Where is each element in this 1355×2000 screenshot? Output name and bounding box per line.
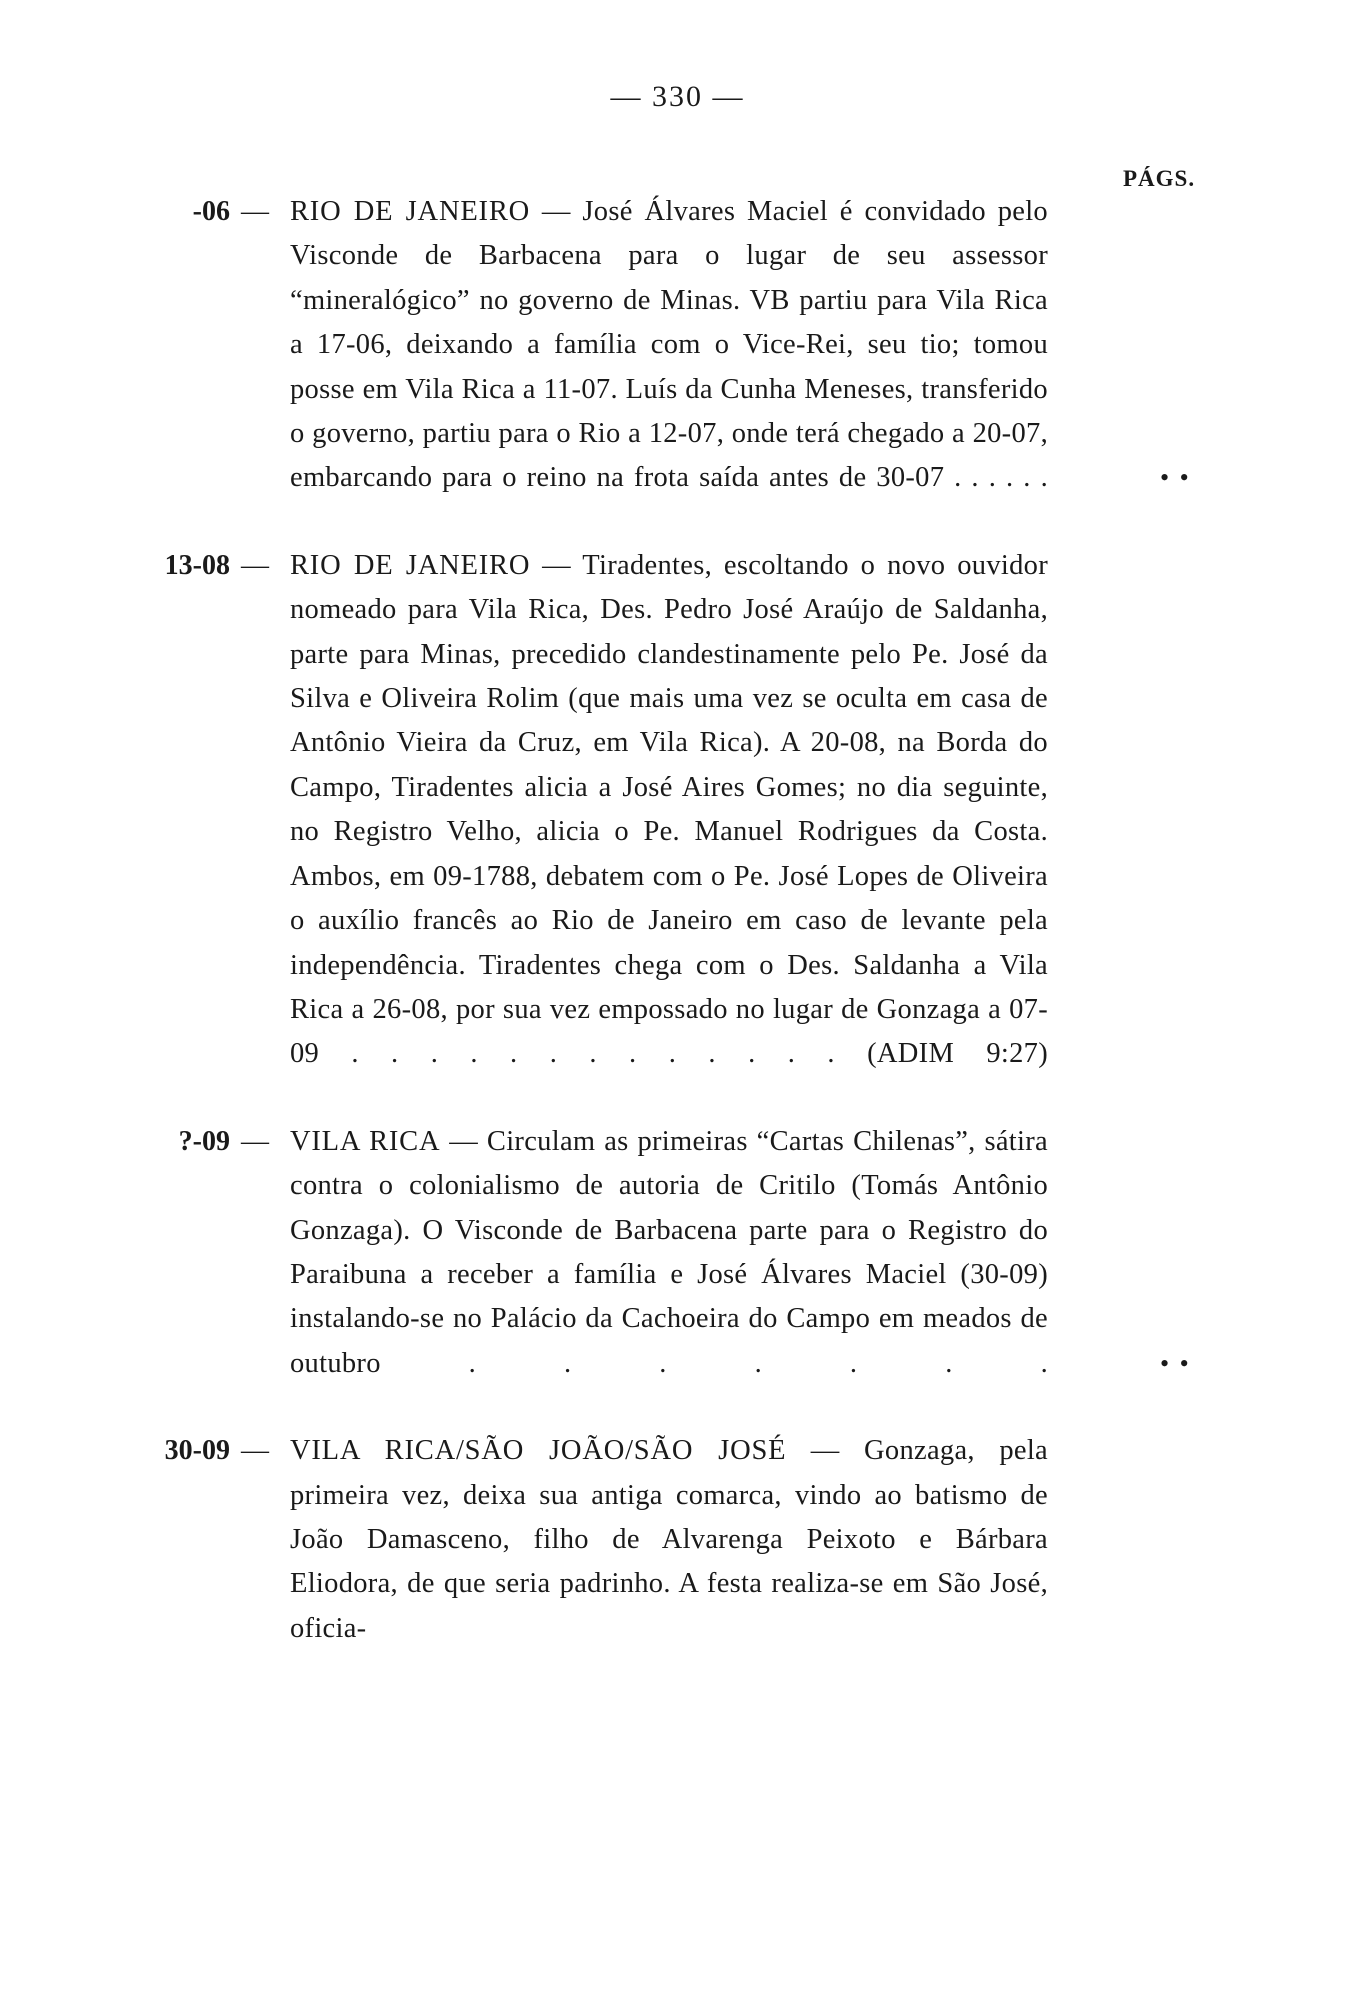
entry-place: RIO DE JANEIRO: [290, 196, 531, 227]
entry-date: 13-08: [164, 549, 230, 581]
chronology-entry: [0, 190, 1355, 501]
entry-body: [290, 1120, 1048, 1386]
entry-body: [290, 544, 1048, 1077]
entry-body: [290, 190, 1048, 501]
entry-text: — Circulam as primeiras “Cartas Chilenas”, sátira contra o colonialismo de autoria de Critilo (Tomás Antônio Gonzaga). O Visconde de Barbacena parte para o Registro do Paraibuna a receber a família e José Álvares Maciel (30-09) instalando-se no Palácio da Cachoeira do Campo em meados de outubro . . . . . . .: [290, 1125, 1048, 1379]
chronology-entries: [0, 190, 1355, 1694]
entry-page-mark: • •: [1160, 463, 1191, 493]
entry-date: 30-09: [164, 1435, 230, 1467]
chronology-entry: [0, 1120, 1355, 1386]
entry-text: — José Álvares Maciel é convidado pelo Visconde de Barbacena para o lugar de seu assessor “mineralógico” no governo de Minas. VB partiu para Vila Rica a 17-06, deixando a família com o Vice-Rei, seu tio; tomou posse em Vila Rica a 11-07. Luís da Cunha Meneses, transferido o governo, partiu para o Rio a 12-07, onde terá chegado a 20-07, embarcando para o reino na frota saída antes de 30-07 . . . . . .: [290, 196, 1048, 494]
entry-dash: —: [241, 196, 269, 227]
entry-place: VILA RICA: [290, 1125, 441, 1157]
entry-date: -06: [192, 196, 230, 227]
entry-dash: —: [241, 1435, 269, 1467]
entry-page-mark: • •: [1160, 1348, 1191, 1378]
chronology-entry: [0, 544, 1355, 1077]
entry-place: RIO DE JANEIRO: [290, 549, 531, 581]
entry-text: — Gonzaga, pela primeira vez, deixa sua antiga comarca, vindo ao batismo de João Damasceno, filho de Alvarenga Peixoto e Bárbara Eliodora, de que seria padrinho. A festa realiza-se em São José, oficia-: [290, 1435, 1048, 1644]
chronology-entry: [0, 1429, 1355, 1651]
entry-date: ?-09: [178, 1125, 230, 1157]
entry-text: — Tiradentes, escoltando o novo ouvidor nomeado para Vila Rica, Des. Pedro José Araújo de Saldanha, parte para Minas, precedido clandestinamente pelo Pe. José da Silva e Oliveira Rolim (que mais uma vez se oculta em casa de Antônio Vieira da Cruz, em Vila Rica). A 20-08, na Borda do Campo, Tiradentes alicia a José Aires Gomes; no dia seguinte, no Registro Velho, alicia o Pe. Manuel Rodrigues da Costa. Ambos, em 09-1788, debatem com o Pe. José Lopes de Oliveira o auxílio francês ao Rio de Janeiro em caso de levante pela independência. Tiradentes chega com o Des. Saldanha a Vila Rica a 26-08, por sua vez empossado no lugar de Gonzaga a 07-09 . . . . . . . . . . . . . (ADIM 9:27): [290, 549, 1048, 1070]
entry-dash: —: [241, 1125, 269, 1157]
page-number: — 330 —: [610, 80, 745, 113]
entry-dash: —: [241, 549, 269, 581]
entry-body: [290, 1429, 1048, 1651]
pags-column-header: PÁGS.: [1123, 166, 1196, 191]
entry-place: VILA RICA/SÃO JOÃO/SÃO JOSÉ: [290, 1435, 787, 1467]
